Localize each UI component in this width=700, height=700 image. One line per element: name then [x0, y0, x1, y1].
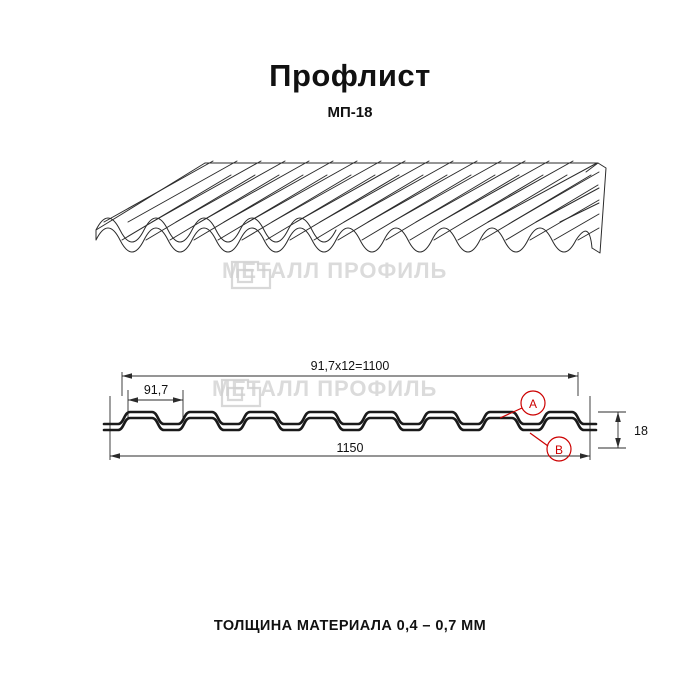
dimension-height: 18	[634, 424, 648, 438]
callout-b-label: B	[554, 443, 564, 457]
dimension-working-width: 91,7х12=1100	[310, 359, 390, 373]
watermark-text-bottom: МЕТАЛЛ ПРОФИЛЬ	[212, 376, 438, 401]
watermark-text-top: МЕТАЛЛ ПРОФИЛЬ	[222, 258, 448, 283]
dimension-overall-width: 1150	[336, 441, 364, 455]
material-thickness-note: ТОЛЩИНА МАТЕРИАЛА 0,4 – 0,7 ММ	[213, 618, 487, 634]
callout-a-label: A	[528, 397, 538, 411]
dimension-wave-pitch: 91,7	[143, 383, 169, 397]
product-code: МП-18	[327, 104, 373, 121]
page-title: Профлист	[269, 58, 431, 93]
